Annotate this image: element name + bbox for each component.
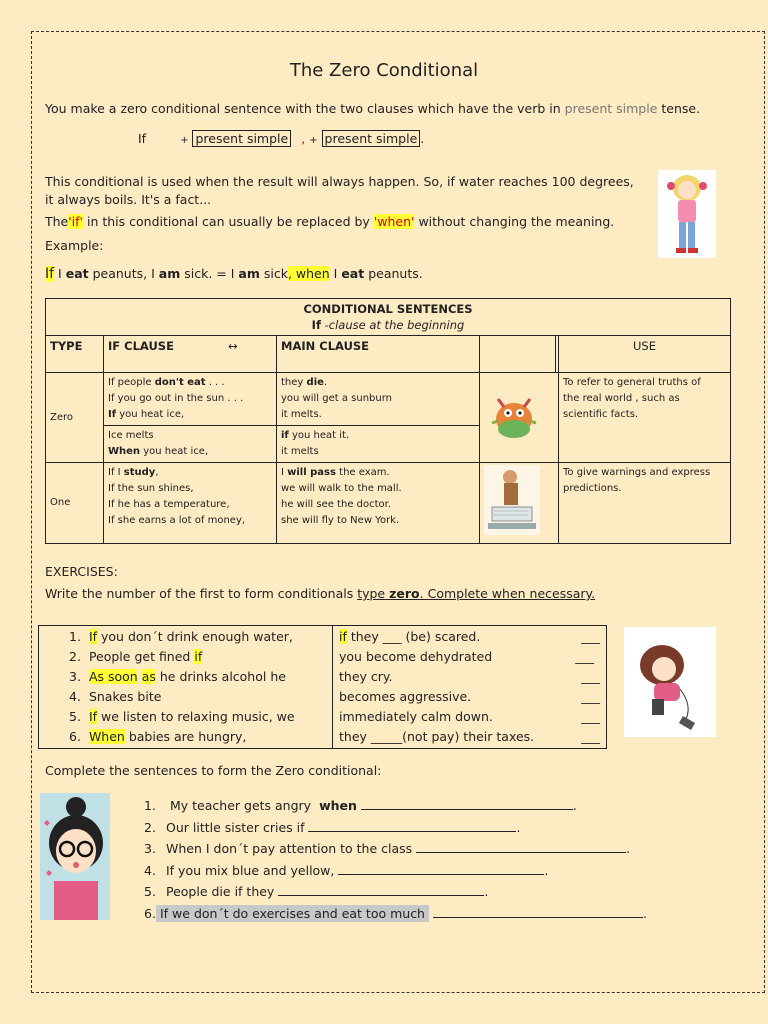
list-item: 4. If you mix blue and yellow, . [144, 862, 549, 878]
zero-main-clause: they die. you will get a sunburn it melts. [277, 373, 480, 426]
list-item: if they ___ (be) scared. ___ [339, 629, 600, 644]
one-main-clause: I will pass the exam. we will walk to the mall. he will see the doctor. she will fly to New York. [277, 463, 480, 544]
text: Write the number of the first to form conditionals [45, 586, 354, 601]
list-item: immediately calm down. ___ [339, 709, 600, 724]
example-if: If [45, 266, 55, 282]
header-if-label: IF CLAUSE [108, 339, 174, 353]
formula-plus: + [180, 135, 189, 146]
intro-line [45, 101, 700, 116]
exercise-left-column [39, 626, 333, 749]
answer-blank[interactable] [416, 840, 626, 853]
header-use: USE [559, 336, 731, 373]
formula-box: present simple [192, 130, 291, 147]
paragraph-fact [45, 173, 634, 209]
list-item: becomes aggressive. ___ [339, 689, 600, 704]
one-if-clause: If I study, If the sun shines, If he has a temperature, If she earns a lot of money, [104, 463, 277, 544]
man-reading-cartoon-icon [484, 465, 540, 535]
list-item: 2. People get fined if [69, 649, 203, 664]
header-main-clause: MAIN CLAUSE [277, 336, 480, 373]
intro-tense: present simple [564, 101, 658, 116]
exercises-instructions [45, 586, 595, 601]
complete-instructions: Complete the sentences to form the Zero conditional: [45, 763, 382, 778]
exercises-label: EXERCISES: [45, 564, 118, 579]
arrow-icon: ↔ [227, 339, 238, 353]
list-item: 2. Our little sister cries if . [144, 819, 521, 835]
header-image [480, 336, 556, 373]
paragraph-line: This conditional is used when the result will always happen. So, if water reaches 100 degrees, [45, 174, 634, 189]
answer-blank[interactable] [278, 883, 484, 896]
text: The [45, 214, 69, 229]
girl-glasses-cartoon-icon [40, 793, 110, 920]
list-item: 1. My teacher gets angry when . [144, 798, 577, 813]
text: without changing the meaning. [418, 214, 615, 229]
formula-box-2: present simple [322, 130, 421, 147]
list-item: you become dehydrated ___ [339, 649, 594, 664]
answer-blank[interactable] [308, 819, 516, 832]
type-zero: Zero [46, 373, 104, 463]
text: am [238, 266, 260, 281]
header-type: TYPE [46, 336, 104, 373]
table-subtitle: -clause at the beginning [324, 318, 465, 332]
formula-plus-2: + [309, 135, 318, 146]
header-if-clause [104, 336, 277, 373]
text: eat [341, 266, 365, 281]
one-image-cell [480, 463, 559, 544]
highlight-when: 'when' [373, 214, 415, 229]
list-item: 5. If we listen to relaxing music, we [69, 709, 295, 724]
monster-cartoon-icon [484, 385, 544, 445]
example-when: , when [287, 266, 330, 281]
answer-blank[interactable] [338, 862, 544, 875]
formula-line [138, 131, 424, 146]
text: eat [65, 266, 89, 281]
text: sick [263, 266, 288, 281]
zero-if-clause: If people don't eat . . . If you go out in the sun . . . If you heat ice, [104, 373, 277, 426]
formula-end: . [420, 131, 425, 146]
text: peanuts. [368, 266, 423, 281]
exercise-right-column [333, 626, 607, 749]
highlight-if: 'if' [68, 214, 83, 229]
type-one: One [46, 463, 104, 544]
table-title: CONDITIONAL SENTENCES [303, 302, 473, 316]
exercise-table [38, 625, 607, 749]
zero-if-clause-b: Ice melts When you heat ice, [104, 426, 277, 463]
formula-if: If [138, 131, 147, 146]
answer-blank[interactable] [361, 797, 573, 810]
zero-main-clause-b: if you heat it. it melts [277, 426, 480, 463]
text: peanuts, I [92, 266, 155, 281]
list-item: 6. If we don´t do exercises and eat too much . [144, 905, 647, 921]
table-subtitle-if: If [311, 318, 321, 332]
text: in this conditional can usually be replaced by [86, 214, 370, 229]
complete-list [144, 795, 647, 924]
one-use: To give warnings and express predictions. [559, 463, 731, 544]
list-item: 6. When babies are hungry, [69, 729, 247, 744]
zero-use: To refer to general truths of the real world , such as scientific facts. [559, 373, 731, 463]
text: sick. = I [184, 266, 235, 281]
paragraph-line: it always boils. It's a fact... [45, 192, 212, 207]
example-sentence [45, 266, 423, 282]
list-item: they _____(not pay) their taxes. ___ [339, 729, 600, 744]
table-title-cell [46, 299, 731, 336]
list-item: they cry. ___ [339, 669, 600, 684]
list-item: 1. If you don´t drink enough water, [69, 629, 293, 644]
instr-underlined: type zero. Complete when necessary. [357, 586, 596, 601]
conditional-table [45, 298, 731, 544]
girl-phone-cartoon-icon [624, 627, 716, 737]
text: I [333, 266, 338, 281]
formula-comma: , [301, 131, 306, 146]
answer-blank[interactable] [433, 905, 643, 918]
example-label: Example: [45, 238, 104, 253]
text: am [158, 266, 181, 281]
girl-figure-icon [658, 170, 716, 258]
paragraph-replace [45, 214, 614, 229]
list-item: 3. As soon as he drinks alcohol he [69, 669, 286, 684]
list-item: 5. People die if they . [144, 884, 489, 899]
intro-tail: tense. [661, 101, 701, 116]
page-title: The Zero Conditional [289, 60, 479, 81]
list-item: 3. When I don´t pay attention to the class . [144, 841, 631, 856]
zero-image-cell [480, 373, 559, 463]
text: I [58, 266, 62, 281]
intro-text: You make a zero conditional sentence with the two clauses which have the verb in [45, 101, 561, 116]
list-item: 4. Snakes bite [69, 689, 162, 704]
